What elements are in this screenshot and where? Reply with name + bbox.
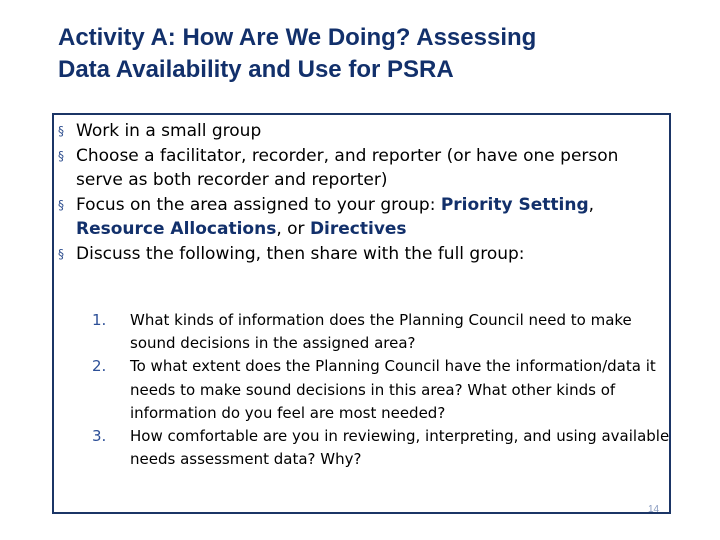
bullet-text: Choose a facilitator, recorder, and reporter (or have one person serve as both recorder and reporter) bbox=[76, 145, 619, 190]
question-number: 1. bbox=[92, 311, 107, 329]
bullet-marker-icon: § bbox=[58, 148, 64, 163]
title-line-2: Data Availability and Use for PSRA bbox=[58, 56, 454, 83]
question-text: What kinds of information does the Planning Council need to make sound decisions in the assigned area? bbox=[130, 311, 632, 353]
area-directives: Directives bbox=[309, 219, 407, 239]
question-text: How comfortable are you in reviewing, interpreting, and using available needs assessment data? Why? bbox=[130, 427, 670, 469]
question-item bbox=[92, 355, 672, 425]
bullet-item bbox=[58, 144, 670, 193]
bullet-text: Work in a small group bbox=[76, 121, 262, 141]
bullet-item bbox=[58, 242, 670, 267]
question-number: 3. bbox=[92, 427, 107, 446]
area-priority-setting: Priority Setting bbox=[440, 194, 589, 215]
slide-title bbox=[58, 22, 698, 86]
question-list bbox=[92, 309, 672, 471]
question-number: 2. bbox=[92, 357, 107, 376]
bullet-item bbox=[58, 193, 670, 242]
area-resource-allocations: Resource Allocations bbox=[76, 219, 277, 239]
question-text: To what extent does the Planning Council have the information/data it needs to make sound decisions in this area? What other kinds of information do you feel are most needed? bbox=[130, 357, 656, 422]
bullet-item bbox=[58, 119, 670, 144]
question-item bbox=[92, 309, 672, 355]
bullet-text-prefix: Focus on the area assigned to your group: bbox=[76, 194, 441, 215]
bullet-text: Discuss the following, then share with the full group: bbox=[76, 243, 525, 264]
page-number: 14 bbox=[648, 504, 660, 515]
bullet-marker-icon: § bbox=[58, 124, 64, 138]
question-item bbox=[92, 425, 672, 471]
bullet-marker-icon: § bbox=[58, 197, 64, 212]
separator: , bbox=[588, 194, 595, 215]
separator: , or bbox=[276, 219, 310, 239]
title-line-1: Activity A: How Are We Doing? Assessing bbox=[58, 24, 537, 51]
bullet-list bbox=[58, 119, 670, 266]
bullet-marker-icon: § bbox=[58, 246, 64, 261]
